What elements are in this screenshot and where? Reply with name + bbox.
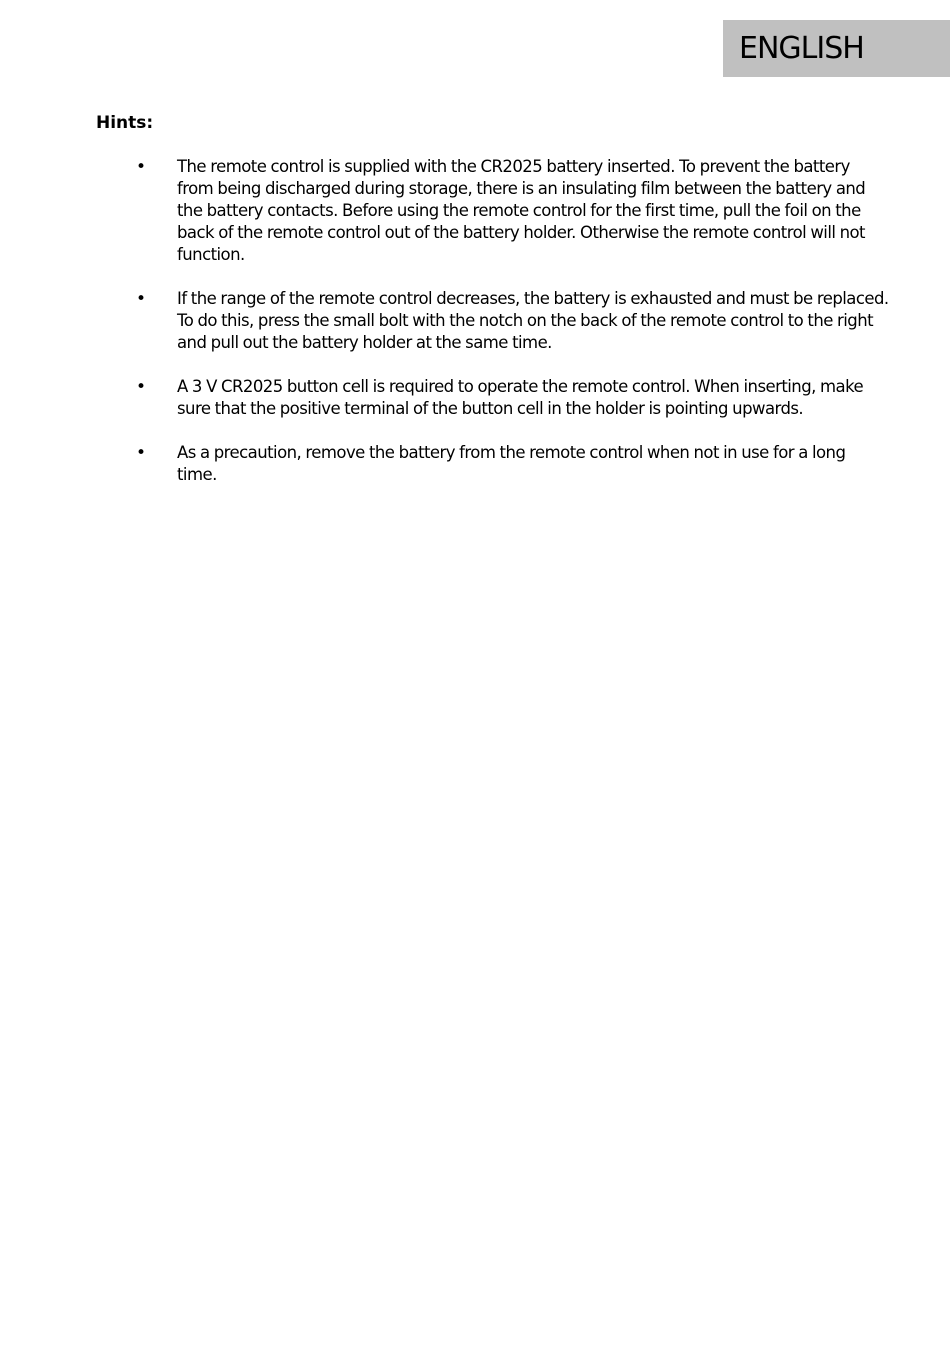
hint-item [0,156,950,266]
language-label: ENGLISH [739,30,864,66]
hint-item [0,376,950,420]
hint-text: A 3 V CR2025 button cell is required to operate the remote control. When inserting, make sure that the positive terminal of the button cell in the holder is pointing upwards. [177,377,864,418]
hint-text: As a precaution, remove the battery from the remote control when not in use for a long time. [177,443,846,484]
hint-item [0,288,950,354]
bullet-icon: • [136,443,147,463]
hints-list [0,156,950,508]
hints-heading: Hints: [96,113,154,133]
bullet-icon: • [136,289,147,309]
bullet-icon: • [136,377,147,397]
hint-text: If the range of the remote control decreases, the battery is exhausted and must be replaced. To do this, press the small bolt with the notch on the back of the remote control to the right and pull out the battery holder at the same time. [177,289,889,352]
hint-item [0,442,950,486]
hint-text: The remote control is supplied with the CR2025 battery inserted. To prevent the battery from being discharged during storage, there is an insulating film between the battery and the battery contacts. Before using the remote control for the first time, pull the foil on the back of the remote control out of the battery holder. Otherwise the remote control will not function. [177,157,866,264]
bullet-icon: • [136,157,147,177]
language-tab [723,20,950,77]
